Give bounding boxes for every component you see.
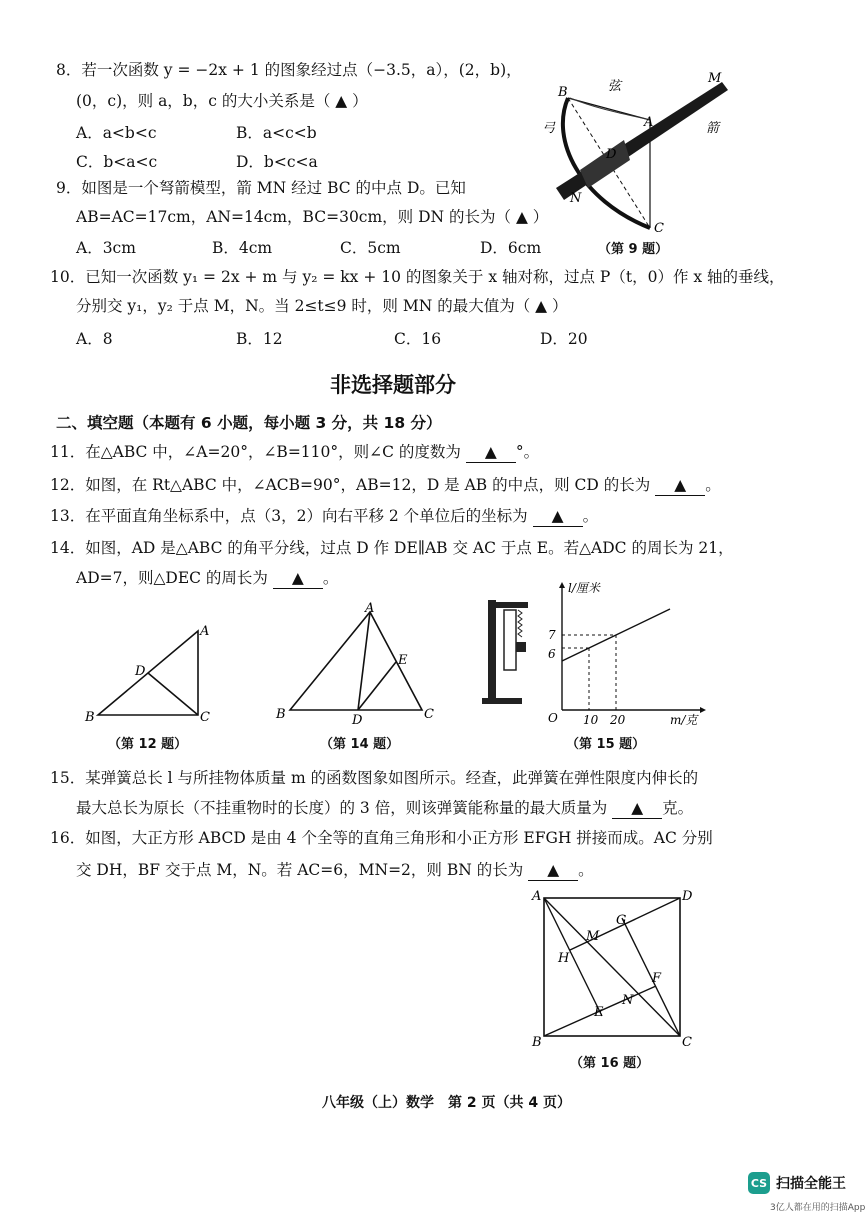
fig12-label-a: A <box>200 624 210 639</box>
figure-16 <box>528 888 698 1048</box>
q9-option-d: D．6cm <box>480 239 542 257</box>
q15-text: 最大总长为原长（不挂重物时的长度）的 3 倍，则该弹簧能称量的最大质量为 <box>76 799 608 817</box>
q9-option-c: C．5cm <box>340 239 401 257</box>
q11 <box>50 442 539 463</box>
q9-line2: AB=AC=17cm，AN=14cm，BC=30cm，则 DN 的长为（ ▲ ） <box>76 208 549 226</box>
q10-option-c: C．16 <box>394 330 442 348</box>
part-title: 非选择题部分 <box>330 373 456 397</box>
segment-ae <box>544 898 602 1016</box>
figure-15-chart <box>540 582 710 727</box>
fig9-label-d: D <box>606 147 617 162</box>
scale-ruler <box>504 610 516 670</box>
fig15-caption: （第 15 题） <box>566 737 646 752</box>
fig12-label-d: D <box>135 664 146 679</box>
q13-tail: 。 <box>582 507 599 525</box>
watermark-subtitle: 3亿人都在用的扫描App <box>770 1203 866 1213</box>
q8-option-c: C．b<a<c <box>76 153 158 171</box>
answer-mark: ▲ <box>674 475 687 494</box>
fig9-label-n: N <box>570 191 582 206</box>
q15-line1: 15．某弹簧总长 l 与所挂物体质量 m 的函数图象如图所示。经查，此弹簧在弹性限度内伸长的 <box>50 769 699 787</box>
fig14-label-d: D <box>352 713 363 728</box>
q9-option-a: A．3cm <box>76 239 136 257</box>
spring-coil <box>518 610 522 637</box>
fig14-label-a: A <box>365 601 375 616</box>
q14-tail: 。 <box>322 569 339 587</box>
q12-text: 12．如图，在 Rt△ABC 中，∠ACB=90°，AB=12，D 是 AB 的中点，则 CD 的长为 <box>50 476 651 494</box>
q12 <box>50 475 721 496</box>
answer-mark: ▲ <box>547 860 560 879</box>
q15-tail: 克。 <box>662 799 694 817</box>
q16-blank <box>528 860 578 881</box>
spring-scale-picture <box>478 598 538 710</box>
q14-line1: 14．如图，AD 是△ABC 的角平分线，过点 D 作 DE∥AB 交 AC 于点 E。若△ADC 的周长为 21， <box>50 539 734 557</box>
q15-line2 <box>76 798 693 819</box>
fig14-label-b: B <box>276 707 286 722</box>
fig9-label-string: 弦 <box>608 79 622 94</box>
fig16-caption: （第 16 题） <box>570 1056 650 1071</box>
scale-base <box>482 698 522 704</box>
answer-mark: ▲ <box>631 798 644 817</box>
tick-x20: 20 <box>610 713 626 727</box>
q10-option-b: B．12 <box>236 330 283 348</box>
fig14-label-e: E <box>398 653 408 668</box>
q10-option-d: D．20 <box>540 330 588 348</box>
fig16-label-m: M <box>586 929 600 944</box>
crossbow-stock <box>580 140 630 188</box>
segment-cg <box>622 918 680 1036</box>
arrow-shaft <box>556 82 728 200</box>
tick-y7: 7 <box>548 628 556 642</box>
q8-option-a: A．a<b<c <box>76 124 157 142</box>
q8-line1: 8．若一次函数 y = −2x + 1 的图象经过点（−3.5，a），(2，b)， <box>56 61 522 79</box>
q16-line2 <box>76 860 594 881</box>
q12-blank <box>655 475 705 496</box>
q12-tail: 。 <box>705 476 721 494</box>
tick-x10: 10 <box>583 713 599 727</box>
q10-line2: 分别交 y₁，y₂ 于点 M，N。当 2≤t≤9 时，则 MN 的最大值为（ ▲ ） <box>76 297 568 315</box>
y-axis-label: l/厘米 <box>568 582 600 595</box>
answer-mark: ▲ <box>291 568 304 587</box>
cs-logo-icon: CS <box>748 1172 770 1194</box>
q16-line1: 16．如图，大正方形 ABCD 是由 4 个全等的直角三角形和小正方形 EFGH 拼接而成。AC 分别 <box>50 829 713 847</box>
answer-mark: ▲ <box>484 442 497 461</box>
fig12-caption: （第 12 题） <box>108 737 188 752</box>
q15-blank <box>612 798 662 819</box>
fig12-label-c: C <box>200 710 210 725</box>
q11-blank <box>466 442 516 463</box>
fig16-label-n: N <box>622 993 634 1008</box>
q16-tail: 。 <box>578 861 594 879</box>
fig9-label-m: M <box>708 71 722 86</box>
figure-12 <box>80 615 230 725</box>
q13 <box>50 506 598 527</box>
scale-stand <box>488 600 496 704</box>
q10-line1: 10．已知一次函数 y₁ = 2x + m 与 y₂ = kx + 10 的图象关于 x 轴对称，过点 P（t，0）作 x 轴的垂线， <box>50 268 785 286</box>
q16-text: 交 DH，BF 交于点 M，N。若 AC=6，MN=2，则 BN 的长为 <box>76 861 524 879</box>
figure-14 <box>272 600 442 728</box>
scale-arm <box>488 602 528 608</box>
q8-option-d: D．b<c<a <box>236 153 318 171</box>
x-axis-label: m/克 <box>670 713 698 727</box>
x-axis-arrow <box>700 707 706 713</box>
fig16-label-e: E <box>594 1005 604 1020</box>
q11-tail: °。 <box>515 443 540 461</box>
fig16-label-g: G <box>616 913 627 928</box>
fig14-caption: （第 14 题） <box>320 737 400 752</box>
scanner-watermark <box>748 1172 846 1194</box>
tick-y6: 6 <box>548 647 556 661</box>
q10-option-a: A．8 <box>76 330 113 348</box>
q14-text: AD=7，则△DEC 的周长为 <box>76 569 268 587</box>
q9-line1: 9．如图是一个弩箭模型，箭 MN 经过 BC 的中点 D。已知 <box>56 179 466 197</box>
scale-weight <box>516 642 526 652</box>
segment-cd <box>148 673 198 715</box>
page-footer: 八年级（上）数学 第 2 页（共 4 页） <box>322 1095 571 1111</box>
q14-blank <box>273 568 323 589</box>
fig14-label-c: C <box>424 707 434 722</box>
diagonal-ac <box>544 898 680 1036</box>
y-axis-arrow <box>559 582 565 588</box>
q11-text: 11．在△ABC 中，∠A=20°，∠B=110°，则∠C 的度数为 <box>50 443 461 461</box>
fig9-label-c: C <box>654 221 664 236</box>
fig16-label-a: A <box>532 889 542 904</box>
fig9-label-a: A <box>644 115 654 130</box>
segment-ad <box>358 612 370 710</box>
q13-blank <box>533 506 583 527</box>
origin-label: O <box>548 711 558 725</box>
fig16-label-c: C <box>682 1035 692 1048</box>
answer-mark: ▲ <box>551 506 564 525</box>
section-fill-in: 二、填空题（本题有 6 小题，每小题 3 分，共 18 分） <box>56 414 442 432</box>
fig9-label-b: B <box>558 85 568 100</box>
fig9-caption: （第 9 题） <box>598 242 669 257</box>
crossbow-figure <box>540 60 740 260</box>
q13-text: 13．在平面直角坐标系中，点（3，2）向右平移 2 个单位后的坐标为 <box>50 507 528 525</box>
fig16-label-h: H <box>558 951 570 966</box>
watermark-name: 扫描全能王 <box>776 1176 846 1192</box>
q14-line2 <box>76 568 338 589</box>
fig16-label-d: D <box>682 889 693 904</box>
fig9-label-arrow: 箭 <box>706 121 720 136</box>
q9-option-b: B．4cm <box>212 239 273 257</box>
q8-line2: (0，c)，则 a，b，c 的大小关系是（ ▲ ） <box>76 92 368 110</box>
fig12-label-b: B <box>85 710 95 725</box>
fig16-label-b: B <box>532 1035 542 1048</box>
q8-option-b: B．a<c<b <box>236 124 317 142</box>
fig16-label-f: F <box>652 971 662 986</box>
fig9-label-bow: 弓 <box>542 121 556 136</box>
